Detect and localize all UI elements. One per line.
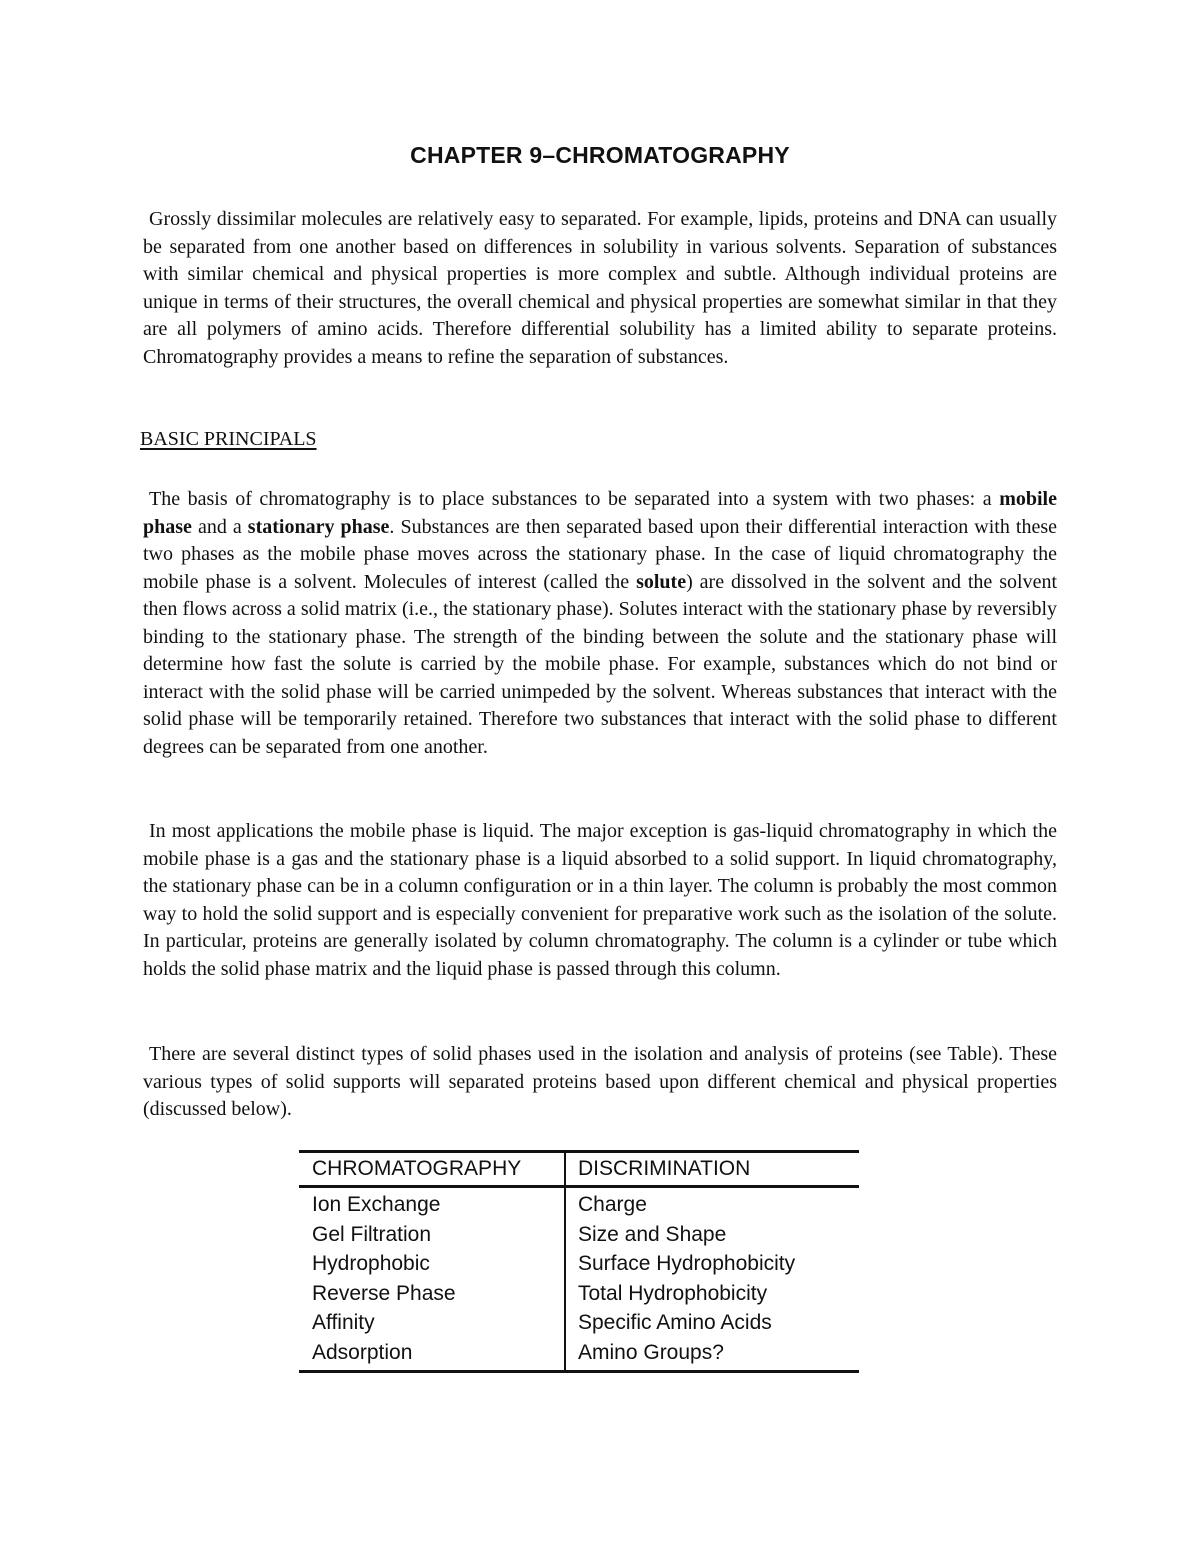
table-cell: Reverse Phase [312, 1281, 456, 1305]
principles-text-1: The basis of chromatography is to place substances to be separated into a system with two phases: a [149, 488, 1000, 510]
solid-phases-paragraph [143, 1041, 1057, 1124]
intro-paragraph [143, 206, 1057, 371]
principles-text-4: ) are dissolved in the solvent and the solvent then flows across a solid matrix (i.e., the stationary phase). Solutes interact with the stationary phase by reversibly binding to the stationary phase. The strength of the binding between the solute and the stationary phase will determine how fast the solute is carried by the mobile phase. For example, substances which do not bind or interact with the solid phase will be carried unimpeded by the solvent. Whereas substances that interact with the solid phase will be temporarily retained. Therefore two substances that interact with the solid phase to different degrees can be separated from one another. [143, 570, 1058, 758]
table-header-discrimination: DISCRIMINATION [578, 1157, 751, 1180]
table-cell: Adsorption [312, 1340, 413, 1364]
section-heading-basic-principals: BASIC PRINCIPALS [140, 428, 317, 450]
table-column-chromatography [299, 1188, 566, 1370]
table-cell: Charge [578, 1193, 647, 1216]
term-stationary-phase: stationary phase [247, 515, 390, 538]
table-header-chromatography: CHROMATOGRAPHY [299, 1153, 566, 1185]
principles-text-3: . Substances are then separated based upon their differential interaction with these two phases as the mobile phase moves across the stationary phase. In the case of liquid chromatography the mobile phase is a solvent. Molecules of interest (called the [143, 515, 1057, 593]
table-cell: Surface Hydrophobicity [578, 1252, 796, 1276]
chapter-title: CHAPTER 9–CHROMATOGRAPHY [410, 142, 790, 168]
term-solute: solute [636, 570, 687, 593]
principles-paragraph [143, 486, 1057, 761]
table-body [299, 1188, 859, 1370]
table-cell: Hydrophobic [312, 1252, 430, 1276]
table-cell: Total Hydrophobicity [578, 1281, 768, 1305]
intro-text: Grossly dissimilar molecules are relatively easy to separated. For example, lipids, proteins and DNA can usually be separated from one another based on differences in solubility in various solvents. Separation of substances with similar chemical and physical properties is more complex and subtle. Although individual proteins are unique in terms of their structures, the overall chemical and physical properties are somewhat similar in that they are all polymers of amino acids. Therefore differential solubility has a limited ability to separate proteins. Chromatography provides a means to refine the separation of substances. [143, 208, 1057, 368]
table-header-row [299, 1153, 859, 1188]
table-cell: Ion Exchange [312, 1193, 441, 1216]
chromatography-table [299, 1150, 859, 1373]
term-mobile-phase: mobile phase [143, 488, 1057, 538]
principles-text-2: and a [191, 515, 248, 538]
applications-text: In most applications the mobile phase is liquid. The major exception is gas-liquid chromatography in which the mobile phase is a gas and the stationary phase is a liquid absorbed to a solid support. In liquid chromatography, the stationary phase can be in a column configuration or in a thin layer. The column is probably the most common way to hold the solid support and is especially convenient for preparative work such as the isolation of the solute. In particular, proteins are generally isolated by column chromatography. The column is a cylinder or tube which holds the solid phase matrix and the liquid phase is passed through this column. [143, 820, 1057, 980]
table-column-discrimination [566, 1188, 795, 1370]
solid-phases-text: There are several distinct types of solid phases used in the isolation and analysis of proteins (see Table). These various types of solid supports will separated proteins based upon different chemical and physical properties (discussed below). [143, 1043, 1057, 1120]
table-cell: Gel Filtration [312, 1222, 432, 1246]
table-cell: Amino Groups? [578, 1340, 724, 1364]
table-cell: Affinity [312, 1311, 375, 1335]
table-cell: Specific Amino Acids [578, 1311, 772, 1335]
table-cell: Size and Shape [578, 1222, 727, 1246]
applications-paragraph [143, 818, 1057, 983]
